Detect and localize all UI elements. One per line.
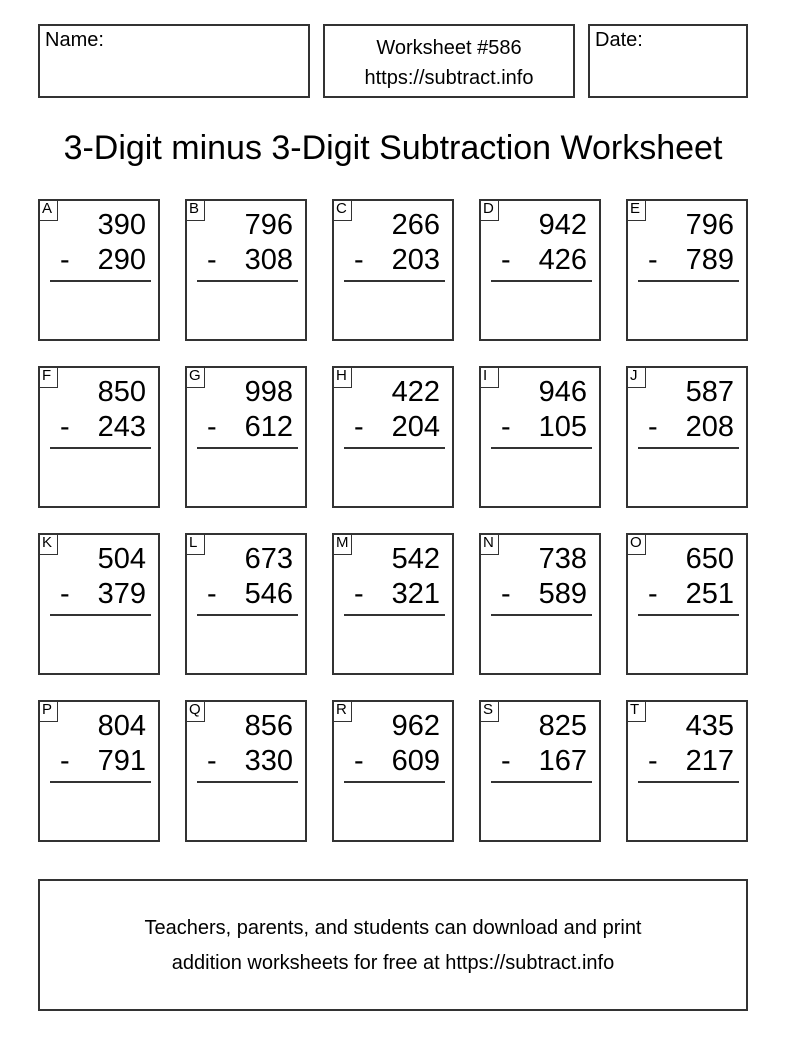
page-title: 3-Digit minus 3-Digit Subtraction Worksheet [63,129,723,167]
problem-box[interactable] [479,199,601,341]
minuend: 435 [685,710,734,742]
problem-letter: S [479,700,499,722]
subtrahend: 546 [244,578,293,610]
minuend: 856 [244,710,293,742]
minus-sign: - [501,745,511,777]
answer-line [344,280,445,282]
subtrahend: 308 [244,244,293,276]
problem-letter: H [332,366,352,388]
problem-box[interactable] [479,366,601,508]
answer-line [491,280,592,282]
minus-sign: - [648,578,658,610]
minuend: 390 [97,209,146,241]
minus-sign: - [354,411,364,443]
problem-letter: G [185,366,205,388]
minus-sign: - [60,244,70,276]
minuend: 542 [391,543,440,575]
minuend: 804 [97,710,146,742]
minuend: 422 [391,376,440,408]
problem-box[interactable] [479,533,601,675]
minuend: 946 [538,376,587,408]
subtrahend: 203 [391,244,440,276]
subtrahend: 251 [685,578,734,610]
answer-line [197,280,298,282]
subtrahend: 789 [685,244,734,276]
problem-letter: T [626,700,646,722]
minuend: 587 [685,376,734,408]
problem-box[interactable] [479,700,601,842]
minuend: 738 [538,543,587,575]
minus-sign: - [648,411,658,443]
problem-box[interactable] [38,366,160,508]
subtrahend: 290 [97,244,146,276]
minuend: 796 [244,209,293,241]
problem-box[interactable] [185,199,307,341]
problem-letter: P [38,700,58,722]
minus-sign: - [354,244,364,276]
minus-sign: - [207,745,217,777]
answer-line [491,614,592,616]
name-label: Name: [45,29,104,51]
minus-sign: - [207,411,217,443]
problem-box[interactable] [332,700,454,842]
answer-line [344,447,445,449]
date-label: Date: [595,29,643,51]
problem-letter: C [332,199,352,221]
problem-box[interactable] [626,199,748,341]
subtrahend: 204 [391,411,440,443]
problem-letter: K [38,533,58,555]
subtrahend: 589 [538,578,587,610]
minus-sign: - [354,578,364,610]
answer-line [638,447,739,449]
subtrahend: 791 [97,745,146,777]
problem-letter: E [626,199,646,221]
problem-box[interactable] [185,366,307,508]
problem-box[interactable] [38,533,160,675]
problem-box[interactable] [332,366,454,508]
minus-sign: - [60,745,70,777]
answer-line [50,280,151,282]
answer-line [491,447,592,449]
minus-sign: - [648,244,658,276]
minuend: 650 [685,543,734,575]
problem-box[interactable] [332,199,454,341]
minus-sign: - [207,578,217,610]
minuend: 998 [244,376,293,408]
problem-letter: L [185,533,205,555]
answer-line [197,447,298,449]
minus-sign: - [60,578,70,610]
problem-letter: M [332,533,352,555]
minuend: 796 [685,209,734,241]
problem-letter: O [626,533,646,555]
subtrahend: 609 [391,745,440,777]
minus-sign: - [501,578,511,610]
subtrahend: 208 [685,411,734,443]
answer-line [638,781,739,783]
minuend: 504 [97,543,146,575]
subtrahend: 426 [538,244,587,276]
problem-letter: B [185,199,205,221]
problem-box[interactable] [38,199,160,341]
minus-sign: - [354,745,364,777]
problem-box[interactable] [626,366,748,508]
answer-line [344,781,445,783]
subtrahend: 105 [538,411,587,443]
subtrahend: 167 [538,745,587,777]
minuend: 942 [538,209,587,241]
minus-sign: - [648,745,658,777]
problem-box[interactable] [185,533,307,675]
minus-sign: - [60,411,70,443]
answer-line [638,280,739,282]
worksheet-number: Worksheet #586 [376,37,522,59]
minuend: 962 [391,710,440,742]
name-field-box[interactable] [38,24,310,98]
answer-line [197,614,298,616]
worksheet-info-box [323,24,575,98]
answer-line [50,614,151,616]
answer-line [638,614,739,616]
minus-sign: - [207,244,217,276]
minus-sign: - [501,411,511,443]
footer-note [38,879,748,1011]
problem-letter: N [479,533,499,555]
footer-line-1: Teachers, parents, and students can download and print [144,917,642,939]
answer-line [50,781,151,783]
problem-letter: D [479,199,499,221]
minus-sign: - [501,244,511,276]
problem-box[interactable] [38,700,160,842]
problem-letter: J [626,366,646,388]
problem-box[interactable] [626,533,748,675]
subtrahend: 243 [97,411,146,443]
subtrahend: 330 [244,745,293,777]
subtrahend: 612 [244,411,293,443]
problem-letter: Q [185,700,205,722]
subtrahend: 321 [391,578,440,610]
answer-line [344,614,445,616]
answer-line [197,781,298,783]
problem-box[interactable] [332,533,454,675]
problem-letter: R [332,700,352,722]
subtrahend: 379 [97,578,146,610]
problem-letter: I [479,366,499,388]
minuend: 673 [244,543,293,575]
answer-line [50,447,151,449]
problem-letter: F [38,366,58,388]
problem-box[interactable] [626,700,748,842]
minuend: 266 [391,209,440,241]
worksheet-url: https://subtract.info [364,67,534,89]
answer-line [491,781,592,783]
minuend: 850 [97,376,146,408]
minuend: 825 [538,710,587,742]
date-field-box[interactable] [588,24,748,98]
problem-box[interactable] [185,700,307,842]
subtrahend: 217 [685,745,734,777]
footer-line-2: addition worksheets for free at https://subtract.info [171,952,615,974]
problem-letter: A [38,199,58,221]
